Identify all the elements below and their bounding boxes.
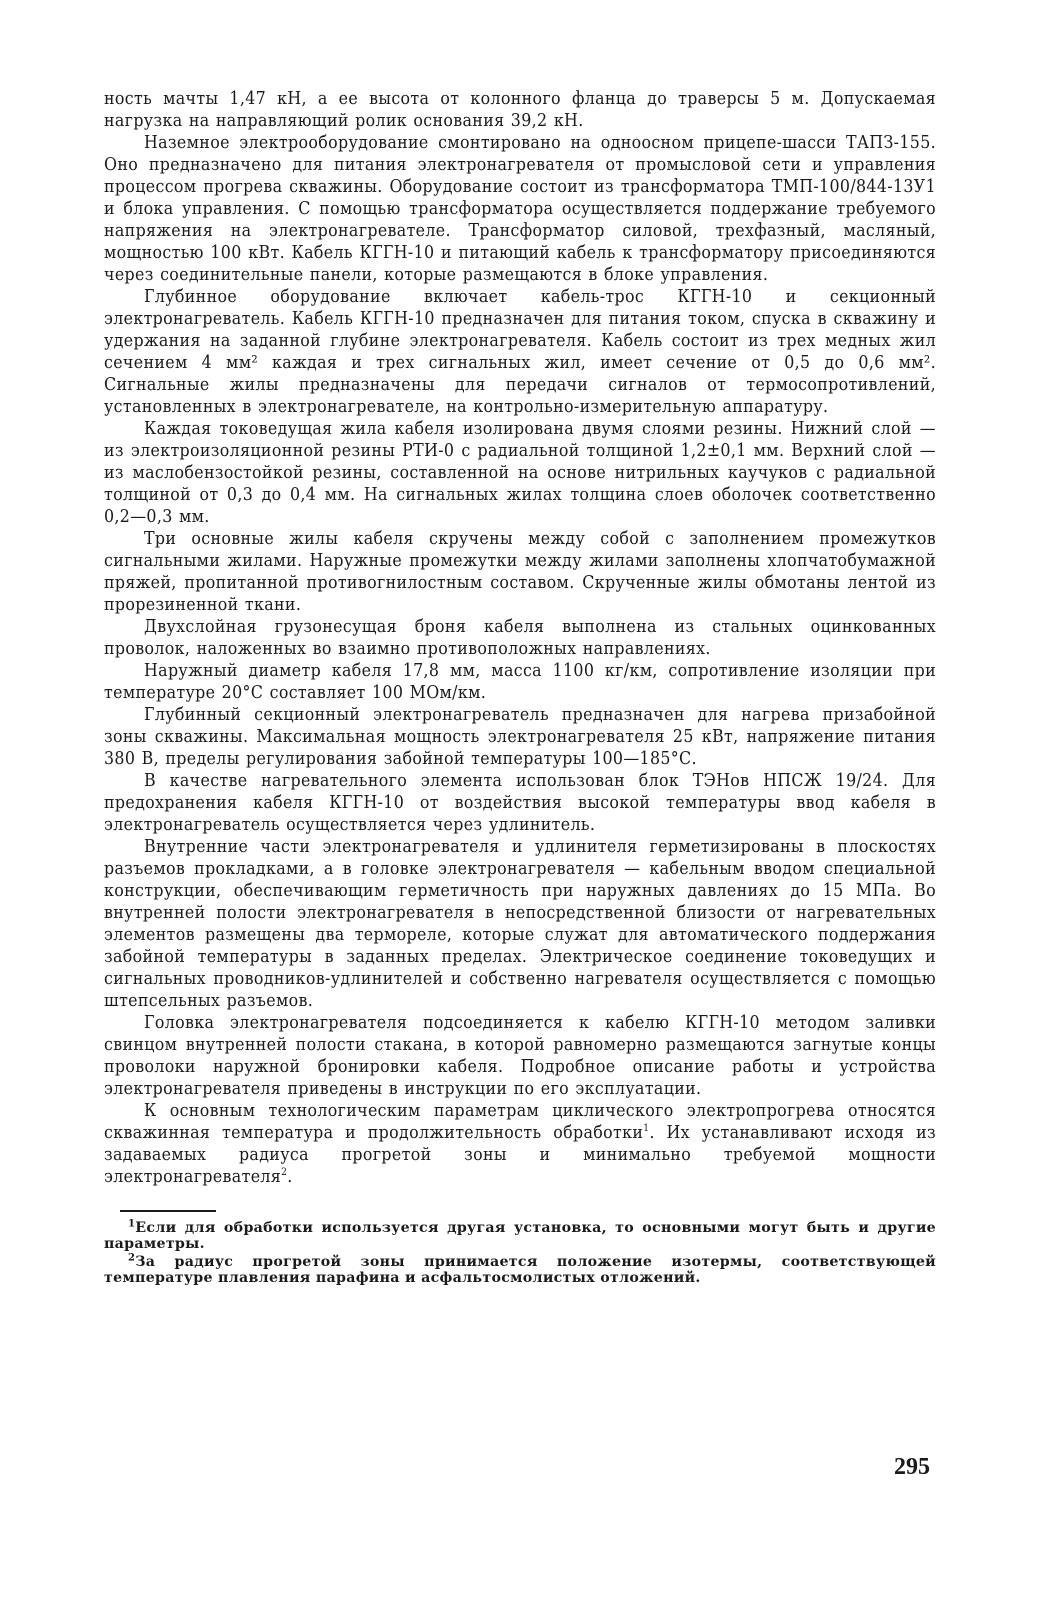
- paragraph-1: ность мачты 1,47 кН, а ее высота от колонного фланца до траверсы 5 м. Допускаемая нагрузка на направляющий ролик основания 39,2 кН.: [104, 89, 936, 131]
- footnotes: [104, 1220, 936, 1286]
- footnote-divider: [120, 1210, 216, 1212]
- paragraph-12-part-3: .: [287, 1167, 293, 1187]
- paragraph-12-part-1: К основным технологическим параметрам циклического электропрогрева относятся скважинная температура и продолжительность обработки: [104, 1101, 936, 1143]
- paragraph-12-part-2: . Их устанавливают исходя из задаваемых радиуса прогретой зоны и минимально требуемой мощности электронагревателя: [104, 1123, 936, 1187]
- footnote-1-marker: 1: [128, 1218, 136, 1230]
- footnote-ref-1: 1: [643, 1123, 650, 1135]
- paragraph-3: Глубинное оборудование включает кабель-трос КГГН-10 и секционный электронагреватель. Кабель КГГН-10 предназначен для питания током, спуска в скважину и удержания на заданной глубине электронагревателя. Кабель состоит из трех медных жил сечением 4 мм² каждая и трех сигнальных жил, имеет сечение от 0,5 до 0,6 мм². Сигнальные жилы предназначены для передачи сигналов от термосопротивлений, установленных в электронагревателе, на контрольно-измерительную аппаратуру.: [104, 287, 936, 417]
- page: [104, 88, 936, 1288]
- footnote-ref-2: 2: [281, 1167, 288, 1179]
- page-number: 295: [894, 1454, 930, 1480]
- paragraph-11: Головка электронагревателя подсоединяется к кабелю КГГН-10 методом заливки свинцом внутренней полости стакана, в которой равномерно размещаются загнутые концы проволоки наружной бронировки кабеля. Подробное описание работы и устройства электронагревателя приведены в инструкции по его эксплуатации.: [104, 1013, 936, 1099]
- paragraph-4: Каждая токоведущая жила кабеля изолирована двумя слоями резины. Нижний слой — из электроизоляционной резины РТИ-0 с радиальной толщиной 1,2±0,1 мм. Верхний слой — из маслобензостойкой резины, составленной на основе нитрильных каучуков с радиальной толщиной от 0,3 до 0,4 мм. На сигнальных жилах толщина слоев оболочек соответственно 0,2—0,3 мм.: [104, 419, 936, 527]
- paragraph-6: Двухслойная грузонесущая броня кабеля выполнена из стальных оцинкованных проволок, наложенных во взаимно противоположных направлениях.: [104, 617, 936, 659]
- paragraph-8: Глубинный секционный электронагреватель предназначен для нагрева призабойной зоны скважины. Максимальная мощность электронагревателя 25 кВт, напряжение питания 380 В, пределы регулирования забойной температуры 100—185°С.: [104, 705, 936, 769]
- paragraph-10: Внутренние части электронагревателя и удлинителя герметизированы в плоскостях разъемов прокладками, а в головке электронагревателя — кабельным вводом специальной конструкции, обеспечивающим герметичность при наружных давлениях до 15 МПа. Во внутренней полости электронагревателя в непосредственной близости от нагревательных элементов размещены два термореле, которые служат для автоматического поддержания забойной температуры в заданных пределах. Электрическое соединение токоведущих и сигнальных проводников-удлинителей и собственно нагревателя осуществляется с помощью штепсельных разъемов.: [104, 837, 936, 1011]
- footnote-2: [104, 1254, 936, 1286]
- paragraph-5: Три основные жилы кабеля скручены между собой с заполнением промежутков сигнальными жилами. Наружные промежутки между жилами заполнены хлопчатобумажной пряжей, пропитанной противогнилостным составом. Скрученные жилы обмотаны лентой из прорезиненной ткани.: [104, 529, 936, 615]
- footnote-1-text: Если для обработки используется другая установка, то основными могут быть и другие параметры.: [104, 1220, 936, 1252]
- footnote-2-text: За радиус прогретой зоны принимается положение изотермы, соответствующей температуре плавления парафина и асфальтосмолистых отложений.: [104, 1254, 936, 1286]
- paragraph-12: [104, 1100, 936, 1188]
- paragraph-7: Наружный диаметр кабеля 17,8 мм, масса 1100 кг/км, сопротивление изоляции при температуре 20°С составляет 100 МОм/км.: [104, 661, 936, 703]
- footnote-1: [104, 1220, 936, 1252]
- body-text: [104, 88, 936, 1188]
- paragraph-9: В качестве нагревательного элемента использован блок ТЭНов НПСЖ 19/24. Для предохранения кабеля КГГН-10 от воздействия высокой температуры ввод кабеля в электронагреватель осуществляется через удлинитель.: [104, 771, 936, 835]
- paragraph-2: Наземное электрооборудование смонтировано на одноосном прицепе-шасси ТАПЗ-155. Оно предназначено для питания электронагревателя от промысловой сети и управления процессом прогрева скважины. Оборудование состоит из трансформатора ТМП-100/844-13У1 и блока управления. С помощью трансформатора осуществляется поддержание требуемого напряжения на электронагревателе. Трансформатор силовой, трехфазный, масляный, мощностью 100 кВт. Кабель КГГН-10 и питающий кабель к трансформатору присоединяются через соединительные панели, которые размещаются в блоке управления.: [104, 133, 936, 285]
- footnote-2-marker: 2: [128, 1252, 136, 1264]
